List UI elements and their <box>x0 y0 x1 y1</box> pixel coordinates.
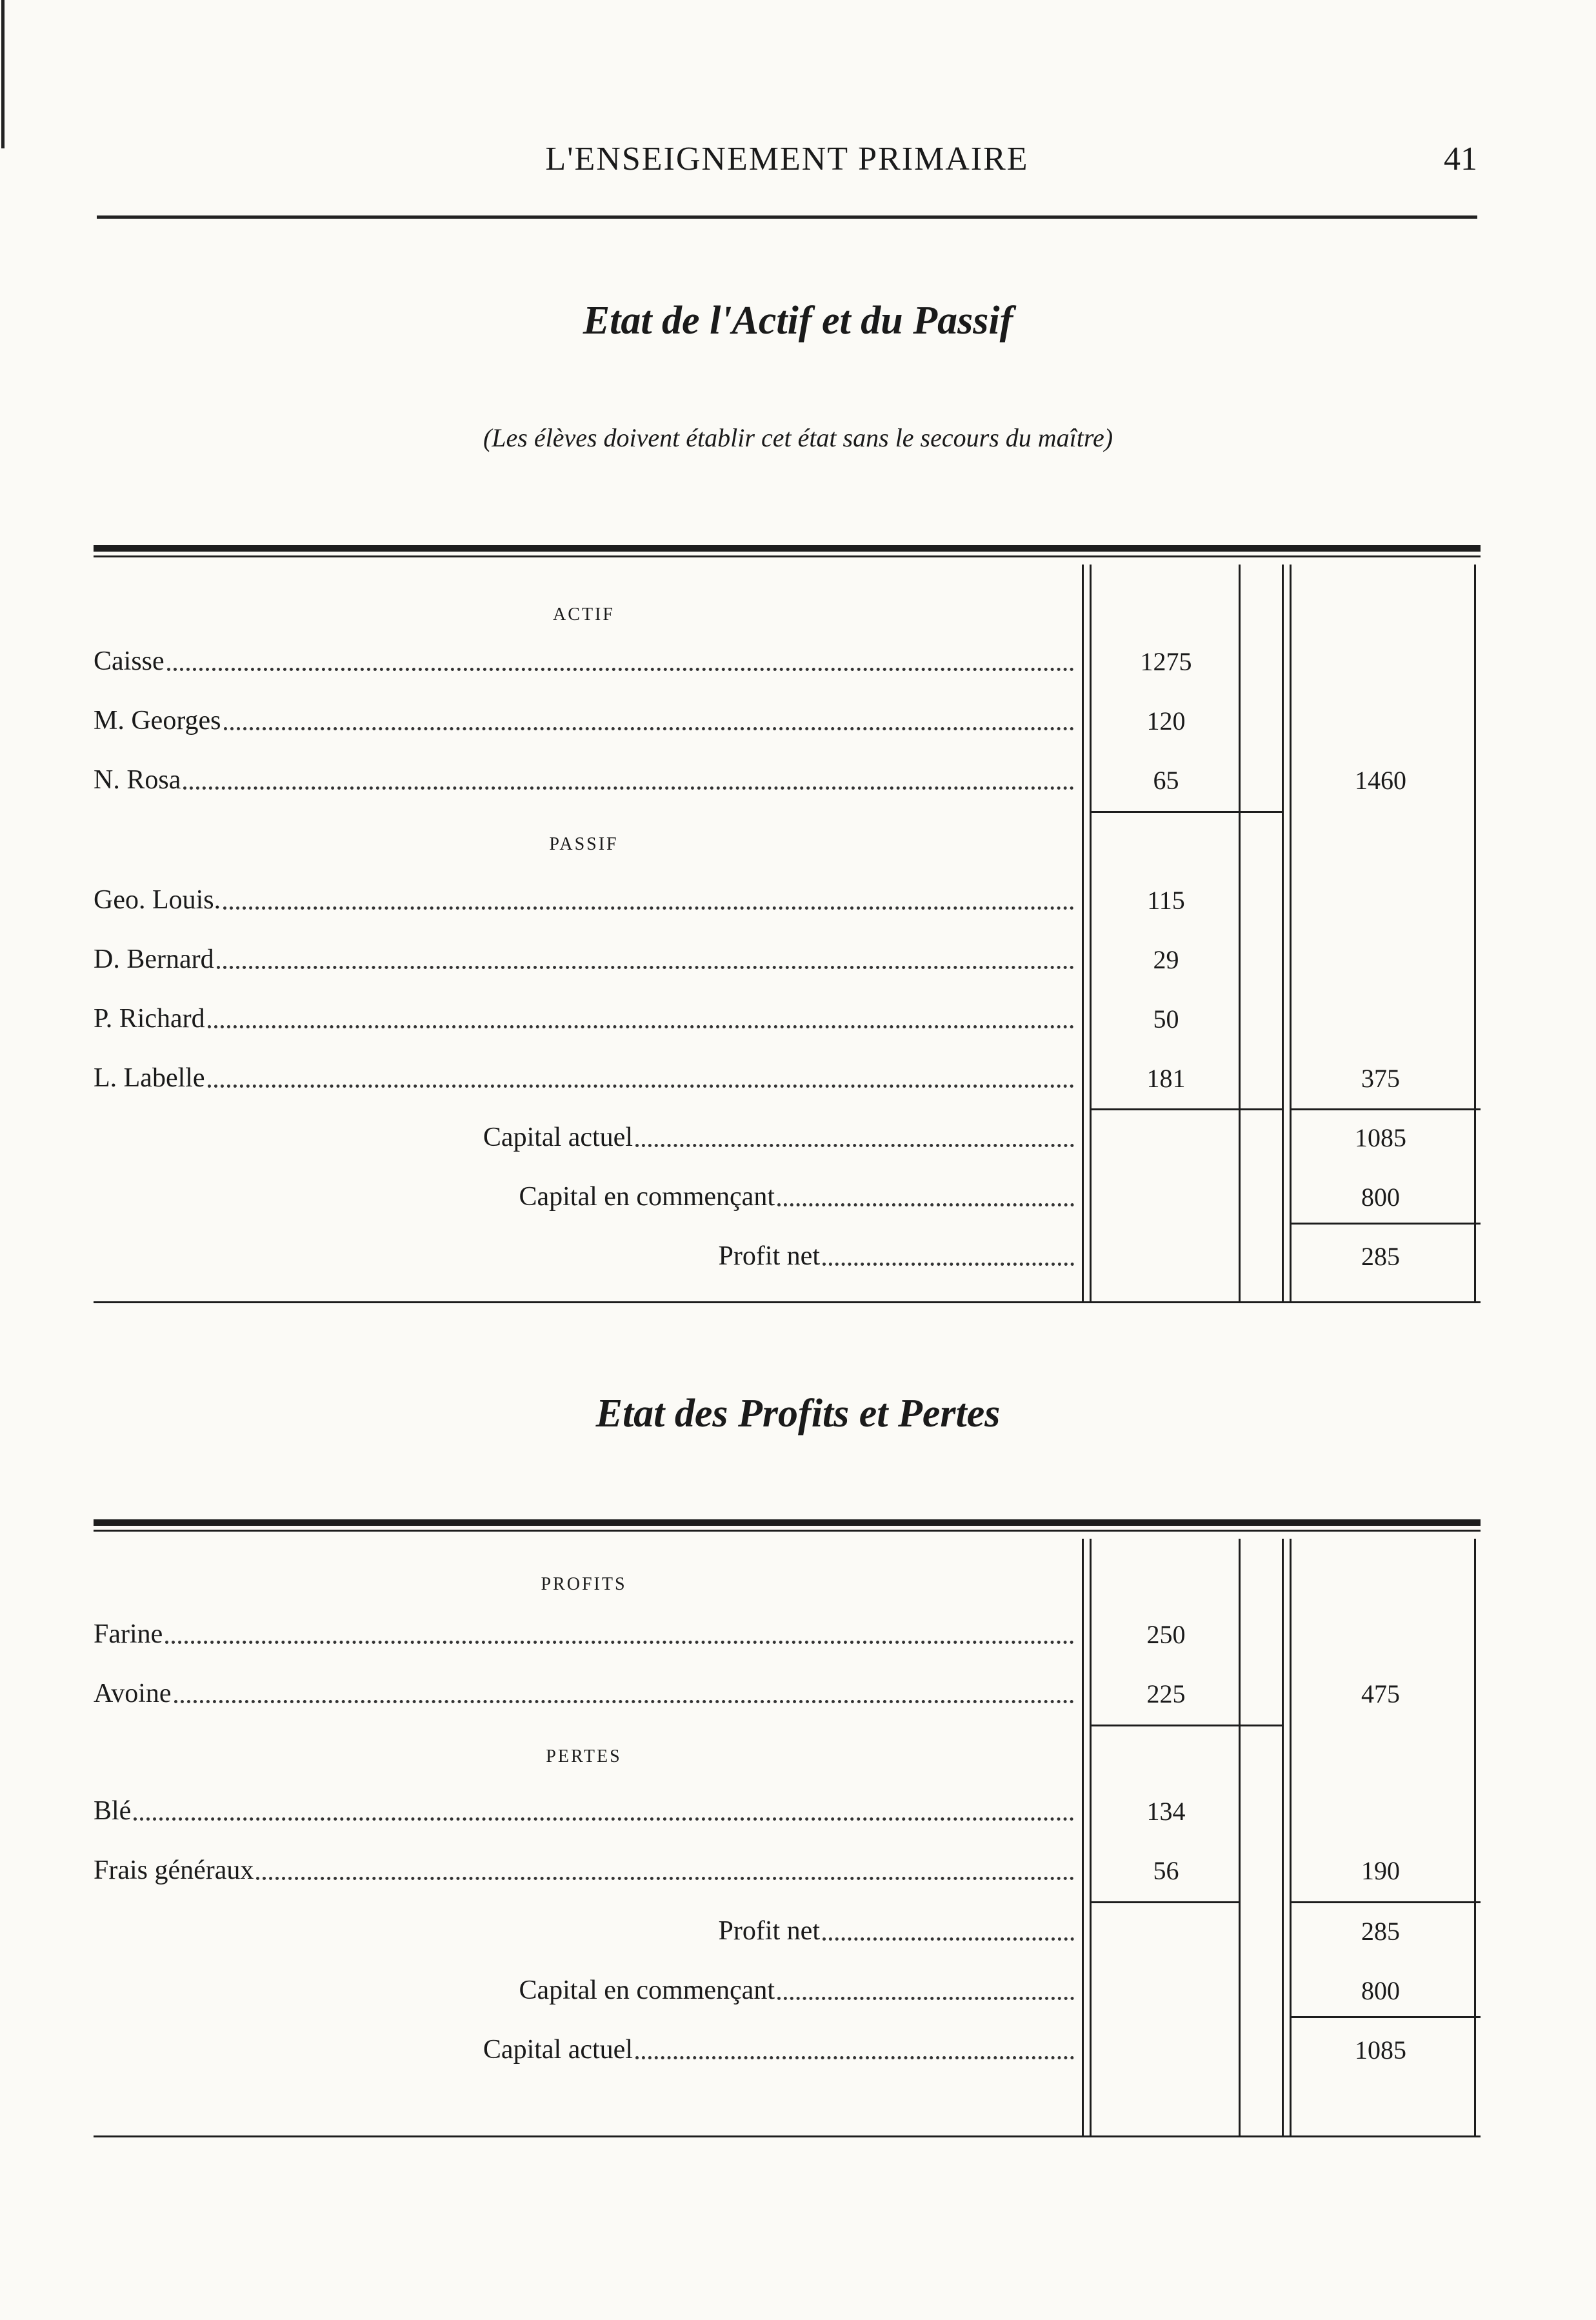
table-top-rule-thin <box>94 1530 1481 1532</box>
row-amount: 225 <box>1146 1679 1186 1708</box>
ledger-row <box>94 999 1481 1038</box>
ledger-row <box>94 761 1481 799</box>
ledger-row <box>94 1792 1481 1830</box>
profits-pertes-title: Etat des Profits et Pertes <box>595 1392 1001 1435</box>
row-label: Profit net <box>718 1916 820 1946</box>
actif-passif-subtitle: (Les élèves doivent établir cet état sans le secours du maître) <box>483 423 1113 452</box>
ledger-row <box>94 1851 1481 1890</box>
total-rule <box>1290 1223 1475 1225</box>
total-rule <box>1474 1108 1481 1110</box>
row-total: 1085 <box>1355 1123 1406 1152</box>
section-label-profits: PROFITS <box>541 1574 627 1594</box>
total-rule <box>1474 1901 1481 1903</box>
row-label: Geo. Louis. <box>94 885 221 915</box>
row-amount: 56 <box>1153 1855 1179 1885</box>
row-total: 285 <box>1361 1241 1400 1271</box>
row-label: D. Bernard <box>94 945 214 974</box>
page-header <box>97 132 1477 190</box>
total-rule <box>1290 1901 1475 1903</box>
header-rule <box>97 215 1477 219</box>
total-rule <box>1290 2016 1475 2018</box>
ledger-row <box>94 642 1481 681</box>
row-amount: 250 <box>1146 1619 1186 1649</box>
ledger-row <box>94 940 1481 979</box>
row-total: 1085 <box>1355 2035 1406 2065</box>
actif-passif-table <box>94 545 1481 1319</box>
row-total: 1460 <box>1355 765 1406 795</box>
row-label: Avoine <box>94 1679 172 1708</box>
row-label: Profit net <box>718 1241 820 1271</box>
row-total: 475 <box>1361 1679 1400 1708</box>
row-label: Caisse <box>94 646 165 676</box>
row-amount: 65 <box>1153 765 1179 795</box>
summary-row <box>94 1237 1481 1275</box>
subtotal-rule <box>1090 1901 1240 1903</box>
section-label-pertes: PERTES <box>546 1746 622 1766</box>
subtotal-rule <box>1239 1725 1284 1726</box>
row-label: Blé <box>94 1796 132 1826</box>
subtotal-rule <box>1090 811 1240 813</box>
section-label-actif: ACTIF <box>553 605 615 625</box>
row-amount: 29 <box>1153 945 1179 974</box>
table-top-rule-thin <box>94 555 1481 557</box>
subtotal-rule <box>1239 1108 1284 1110</box>
row-amount: 115 <box>1147 885 1185 915</box>
summary-row <box>94 1118 1481 1157</box>
total-rule <box>1290 1108 1475 1110</box>
row-label: Frais généraux <box>94 1855 254 1885</box>
row-label: Capital en commençant <box>519 1975 775 2005</box>
row-total: 800 <box>1361 1975 1400 2005</box>
ledger-row <box>94 881 1481 919</box>
summary-row <box>94 1912 1481 1950</box>
row-total: 190 <box>1361 1855 1400 1885</box>
summary-row <box>94 2030 1481 2069</box>
table-bottom-rule <box>94 2135 1481 2137</box>
row-amount: 50 <box>1153 1004 1179 1034</box>
summary-row <box>94 1177 1481 1216</box>
section-label-passif: PASSIF <box>549 834 619 854</box>
row-total: 800 <box>1361 1182 1400 1212</box>
ledger-row <box>94 1059 1481 1097</box>
row-amount: 120 <box>1146 706 1186 735</box>
row-label: P. Richard <box>94 1004 205 1034</box>
table-bottom-rule <box>94 1301 1481 1303</box>
row-label: Capital actuel <box>483 1123 633 1152</box>
ledger-row <box>94 701 1481 740</box>
table-top-rule <box>94 545 1481 552</box>
page-number: 41 <box>1444 141 1477 177</box>
row-label: Farine <box>94 1619 163 1649</box>
actif-passif-title: Etat de l'Actif et du Passif <box>583 299 1013 343</box>
total-rule <box>1474 1223 1481 1225</box>
subtotal-rule <box>1239 811 1284 813</box>
subtotal-rule <box>1090 1725 1240 1726</box>
row-label: L. Labelle <box>94 1063 205 1093</box>
row-amount: 134 <box>1146 1796 1186 1826</box>
row-amount: 1275 <box>1140 646 1192 676</box>
row-label: Capital actuel <box>483 2035 633 2065</box>
row-label: Capital en commençant <box>519 1182 775 1212</box>
ledger-row <box>94 1674 1481 1713</box>
ledger-row <box>94 1615 1481 1654</box>
total-rule <box>1474 2016 1481 2018</box>
row-total: 375 <box>1361 1063 1400 1093</box>
row-label: M. Georges <box>94 706 221 735</box>
row-label: N. Rosa <box>94 765 181 795</box>
table-top-rule <box>94 1519 1481 1526</box>
profits-pertes-table <box>94 1519 1481 2165</box>
row-amount: 181 <box>1146 1063 1186 1093</box>
subtotal-rule <box>1090 1108 1240 1110</box>
running-title: L'ENSEIGNEMENT PRIMAIRE <box>545 141 1029 177</box>
page-edge-mark <box>1 0 5 148</box>
row-total: 285 <box>1361 1916 1400 1946</box>
summary-row <box>94 1971 1481 2010</box>
